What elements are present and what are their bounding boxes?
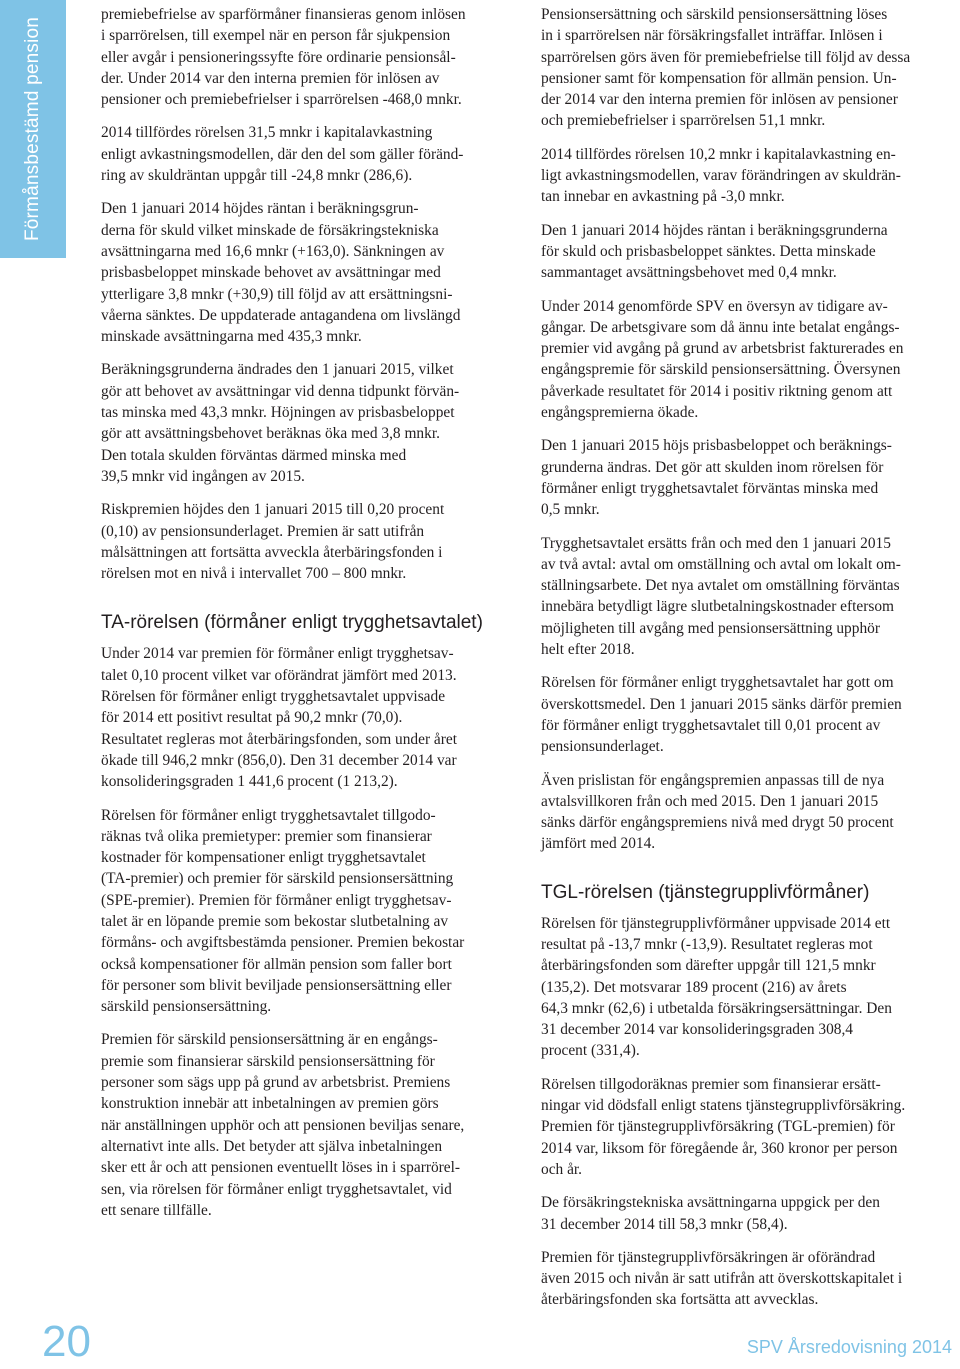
paragraph: Riskpremien höjdes den 1 januari 2015 till 0,20 procent (0,10) av pensionsunderlaget. Premien är satt utifrån målsättningen att fortsätta avveckla återbäringsfonden i rörelsen mot en nivå i intervallet 700 – 800 mnkr. <box>101 501 445 583</box>
paragraph: Även prislistan för engångspremien anpassas till de nya avtalsvillkoren från och med 2015. Den 1 januari 2015 sänks därför engångspremiens nivå med drygt 50 procent jämfört med 2014. <box>541 771 894 853</box>
paragraph: Den 1 januari 2015 höjs prisbasbeloppet och beräknings- grunderna ändras. Det gör att skulden inom rörelsen för förmåner enligt trygghetsavtalet förväntas minska med 0,5 mnkr. <box>541 437 892 519</box>
paragraph: Beräkningsgrunderna ändrades den 1 januari 2015, vilket gör att behovet av avsättningar vid denna tidpunkt förvän- tas minska med 43,3 mnkr. Höjningen av prisbasbeloppet gör att avsättningsbehovet beräknas öka med 3,8 mnkr. Den totala skulden förväntas därmed minska med 39,5 mnkr vid ingången av 2015. <box>101 361 460 485</box>
paragraph: Rörelsen tillgodoräknas premier som finansierar ersätt- ningar vid dödsfall enligt statens tjänstegrupplivförsäkring. Premien för tjänstegrupplivförsäkring (TGL-premien) för 2014 var, liksom för föregående år, 360 kronor per person och år. <box>541 1075 906 1178</box>
right-column <box>541 4 955 1323</box>
paragraph: Den 1 januari 2014 höjdes räntan i beräkningsgrunderna för skuld och prisbasbeloppet sänktes. Detta minskade sammantaget avsättningsbehovet med 0,4 mnkr. <box>541 221 888 282</box>
paragraph: 2014 tillfördes rörelsen 10,2 mnkr i kapitalavkastning en- ligt avkastningsmodellen, varav förändringen av skuldrän- tan innebar en avkastning på -3,0 mnkr. <box>541 145 901 206</box>
paragraph: 2014 tillfördes rörelsen 31,5 mnkr i kapitalavkastning enligt avkastningsmodellen, där den del som gäller föränd- ring av skuldräntan uppgår till -24,8 mnkr (286,6). <box>101 124 464 185</box>
paragraph: Under 2014 var premien för förmåner enligt trygghetsav- talet 0,10 procent vilket var oförändrat jämfört med 2013. Rörelsen för förmåner enligt trygghetsavtalet uppvisade för 2014 ett positivt resultat på 90,2 mnkr (70,0). Resultatet regleras mot återbäringsfonden, som under året ökade till 946,2 mnkr (856,0). Den 31 december 2014 var konsolideringsgraden 1 441,6 procent (1 213,2). <box>101 645 457 791</box>
section-side-tab <box>0 0 66 258</box>
paragraph: Pensionsersättning och särskild pensionsersättning löses in i sparrörelsen när försäkringsfallet inträffar. Inlösen i sparrörelsen görs även för premiebefrielse till följd av dessa pensioner samt för kompensation för allmän pension. Un- der 2014 var den interna premien för inlösen av pensioner och premiebefrielser i sparrörelsen 51,1 mnkr. <box>541 6 911 130</box>
paragraph: Rörelsen för förmåner enligt trygghetsavtalet tillgodo- räknas två olika premietyper: premier som finansierar kostnader för kompensationer enligt trygghetsavtalet (TA-premier) och premier för särskild pensionsersättning (SPE-premier). Premien för förmåner enligt trygghetsav- talet är en löpande premie som bekostar slutbetalning av förmåns- och avgiftsbestämda pensioner. Premien bekostar också kompensationer för allmän pension som faller bort för personer som blivit beviljade pensionsersättning eller särskild pensionsersättning. <box>101 806 465 1016</box>
paragraph: Trygghetsavtalet ersätts från och med den 1 januari 2015 av två avtal: avtal om omställning och avtal om lokalt om- ställningsarbete. Det nya avtalet om omställning förväntas innebära betydligt lägre slutbetalningskostnader eftersom möjligheten till avgång med pensionsersättning upphör helt efter 2018. <box>541 534 901 659</box>
paragraph: Premien för tjänstegrupplivförsäkringen är oförändrad även 2015 och nivån är satt utifrån att överskottskapitalet i återbäringsfonden ska fortsätta att avvecklas. <box>541 1248 903 1309</box>
paragraph: Den 1 januari 2014 höjdes räntan i beräkningsgrun- derna för skuld vilket minskade de försäkringstekniska avsättningarna med 16,6 mnkr (+163,0). Sänkningen av prisbasbeloppet minskade behovet av avsättningar med ytterligare 3,8 mnkr (+30,9) till följd av att ersättningsni- våerna sänktes. De uppdaterade antagandena om livslängd minskade avsättningarna med 435,3 mnkr. <box>101 200 461 346</box>
left-column <box>101 4 515 1233</box>
section-side-tab-label: Förmånsbestämd pension <box>22 16 43 242</box>
paragraph: premiebefrielse av sparförmåner finansieras genom inlösen i sparrörelsen, till exempel när en person får sjukpension eller avgår i pensioneringssyfte före ordinarie pensionsål- der. Under 2014 var den interna premien för inlösen av pensioner och premiebefrielser i sparrörelsen -468,0 mnkr. <box>101 6 466 109</box>
paragraph: De försäkringstekniska avsättningarna uppgick per den 31 december 2014 till 58,3 mnkr (58,4). <box>541 1194 880 1233</box>
page-number: 20 <box>42 1317 91 1366</box>
section-heading-ta: TA-rörelsen (förmåner enligt trygghetsavtalet) <box>101 612 483 634</box>
paragraph: Premien för särskild pensionsersättning är en engångs- premie som finansierar särskild pensionsersättning för personer som sägs upp på grund av arbetsbrist. Premiens konstruktion innebär att inbetalningen av premien görs när anställningen upphör och att pensionen beviljas senare, alternativt inte alls. Det betyder att själva inbetalningen sker ett år och att pensionen eventuellt löses in i sparrörel- sen, via rörelsen för förmåner enligt trygghetsavtalet, vid ett senare tillfälle. <box>101 1031 465 1219</box>
paragraph: Under 2014 genomförde SPV en översyn av tidigare av- gångar. De arbetsgivare som då ännu inte betalat engångs- premier vid avgång på grund av arbetsbrist fakturerades en engångspremie för särskild pensionsersättning. Översynen påverkade resultatet för 2014 i positiv riktning genom att engångspremierna ökade. <box>541 297 904 422</box>
paragraph: Rörelsen för tjänstegrupplivförmåner uppvisade 2014 ett resultat på -13,7 mnkr (-13,9). Resultatet regleras mot återbäringsfonden som därefter uppgår till 121,5 mnkr (135,2). Det motsvarar 189 procent (216) av årets 64,3 mnkr (62,6) i utbetalda försäkringsersättningar. Den 31 december 2014 var konsolideringsgraden 308,4 procent (331,4). <box>541 914 892 1060</box>
paragraph: Rörelsen för förmåner enligt trygghetsavtalet har gott om överskottsmedel. Den 1 januari 2015 sänks därför premien för förmåner enligt trygghetsavtalet till 0,01 procent av pensionsunderlaget. <box>541 674 902 756</box>
section-heading-tgl: TGL-rörelsen (tjänstegrupplivförmåner) <box>541 881 870 903</box>
footer-publication-title: SPV Årsredovisning 2014 <box>746 1337 952 1357</box>
